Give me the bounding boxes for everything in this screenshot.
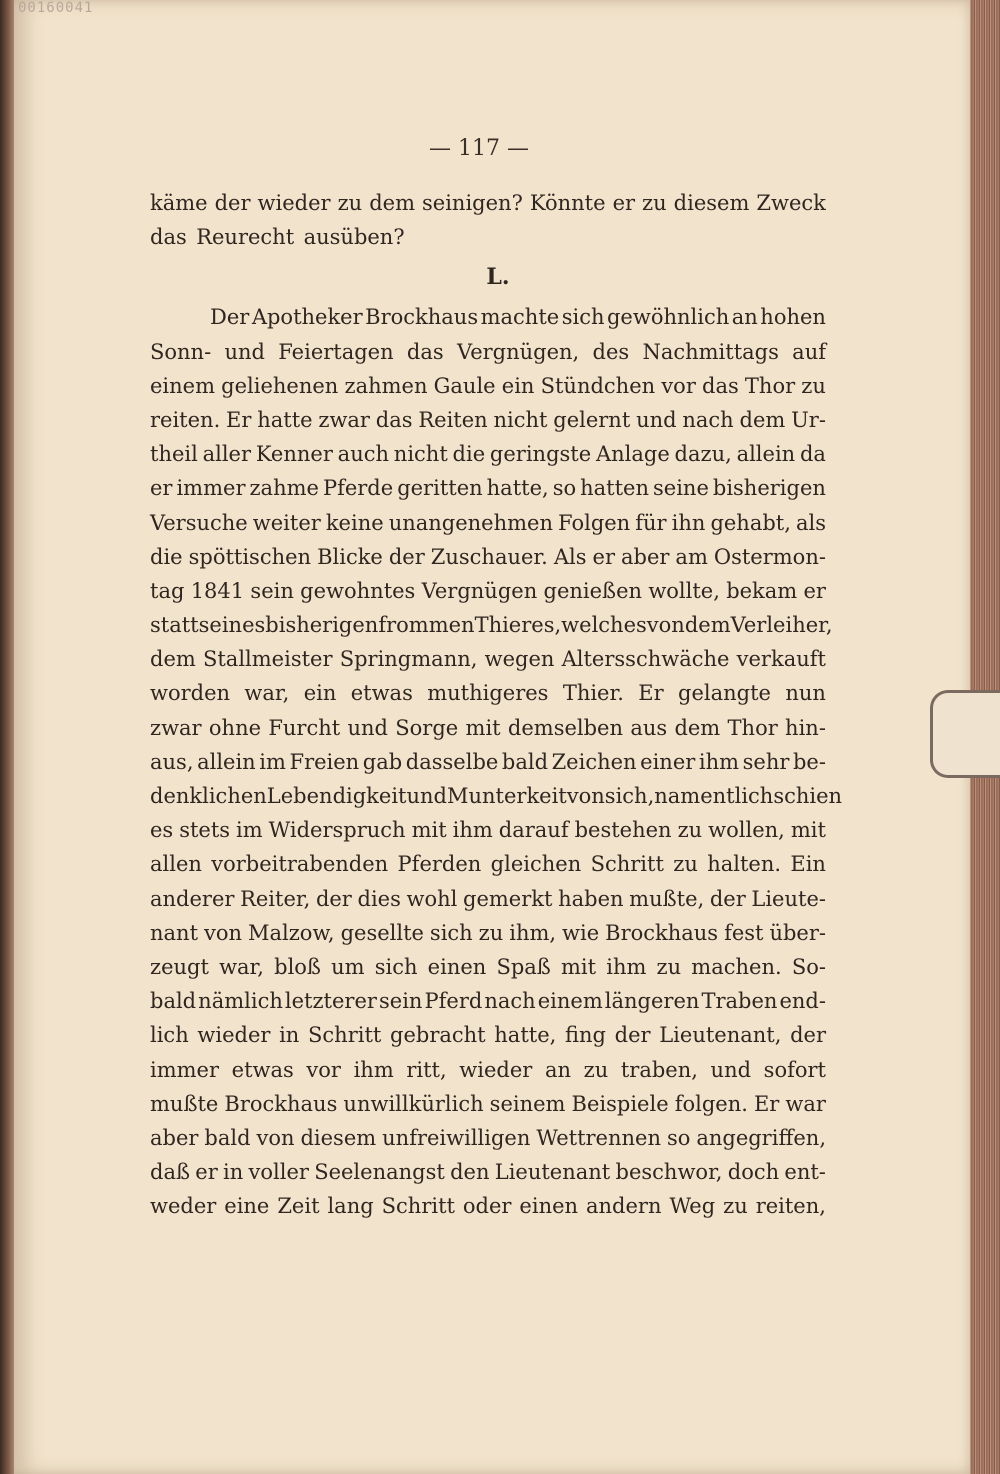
text-line: lich wieder in Schritt gebracht hatte, fing der Lieutenant, der xyxy=(150,1023,826,1048)
text-line: worden war, ein etwas muthigeres Thier. Er gelangte nun xyxy=(150,681,826,706)
text-line: aber bald von diesem unfreiwilligen Wettrennen so angegriffen, xyxy=(150,1125,826,1150)
body-text xyxy=(150,186,843,1223)
text-line: allen vorbeitrabenden Pferden gleichen Schritt zu halten. Ein xyxy=(150,852,826,877)
text-line: statt seines bisherigen frommen Thieres, welches von dem Verleiher, xyxy=(150,613,833,638)
text-line: das Reurecht ausüben? xyxy=(150,225,405,250)
book-spine xyxy=(0,0,14,1474)
text-line: bald nämlich letzterer sein Pferd nach einem längeren Traben end- xyxy=(150,989,826,1014)
text-line: denklichen Lebendigkeit und Munterkeit von sich, namentlich schien xyxy=(150,784,843,808)
text-line: käme der wieder zu dem seinigen? Könnte er zu diesem Zweck xyxy=(150,191,826,215)
text-line: es stets im Widerspruch mit ihm darauf bestehen zu wollen, mit xyxy=(150,818,826,843)
text-line: zeugt war, bloß um sich einen Spaß mit ihm zu machen. So- xyxy=(150,954,826,979)
text-line: theil aller Kenner auch nicht die geringste Anlage dazu, allein da xyxy=(150,442,826,467)
text-line: immer etwas vor ihm ritt, wieder an zu traben, und sofort xyxy=(150,1057,826,1082)
text-line: weder eine Zeit lang Schritt oder einen andern Weg zu reiten, xyxy=(150,1194,826,1219)
paragraph-continuation xyxy=(150,186,826,254)
page-clip xyxy=(930,690,1000,778)
chapter-heading: L. xyxy=(486,264,510,291)
text-line: Versuche weiter keine unangenehmen Folgen für ihn gehabt, als xyxy=(150,510,826,535)
text-line: die spöttischen Blicke der Zuschauer. Als er aber am Ostermon- xyxy=(150,544,826,569)
text-line: reiten. Er hatte zwar das Reiten nicht gelernt und nach dem Ur- xyxy=(150,407,826,432)
text-line: aus, allein im Freien gab dasselbe bald Zeichen einer ihm sehr be- xyxy=(150,749,826,774)
archive-stamp: 00160041 xyxy=(18,0,94,16)
text-line: anderer Reiter, der dies wohl gemerkt haben mußte, der Lieute- xyxy=(150,886,826,911)
page-number: — 117 — xyxy=(429,136,529,161)
text-line: dem Stallmeister Springmann, wegen Altersschwäche verkauft xyxy=(150,647,826,672)
paragraph-chapter-l xyxy=(150,300,843,1223)
text-line: einem geliehenen zahmen Gaule ein Stündchen vor das Thor zu xyxy=(150,373,826,398)
text-line: daß er in voller Seelenangst den Lieutenant beschwor, doch ent- xyxy=(150,1160,826,1185)
book-page xyxy=(14,0,970,1474)
text-line: tag 1841 sein gewohntes Vergnügen genießen wollte, bekam er xyxy=(150,578,826,603)
text-line: Sonn- und Feiertagen das Vergnügen, des Nachmittags auf xyxy=(150,339,826,364)
text-line: nant von Malzow, gesellte sich zu ihm, wie Brockhaus fest über- xyxy=(150,920,826,945)
text-line: mußte Brockhaus unwillkürlich seinem Beispiele folgen. Er war xyxy=(150,1091,826,1116)
text-line: zwar ohne Furcht und Sorge mit demselben aus dem Thor hin- xyxy=(150,715,826,740)
text-line: Der Apotheker Brockhaus machte sich gewöhnlich an hohen xyxy=(210,305,826,330)
text-line: er immer zahme Pferde geritten hatte, so hatten seine bisherigen xyxy=(150,476,826,501)
